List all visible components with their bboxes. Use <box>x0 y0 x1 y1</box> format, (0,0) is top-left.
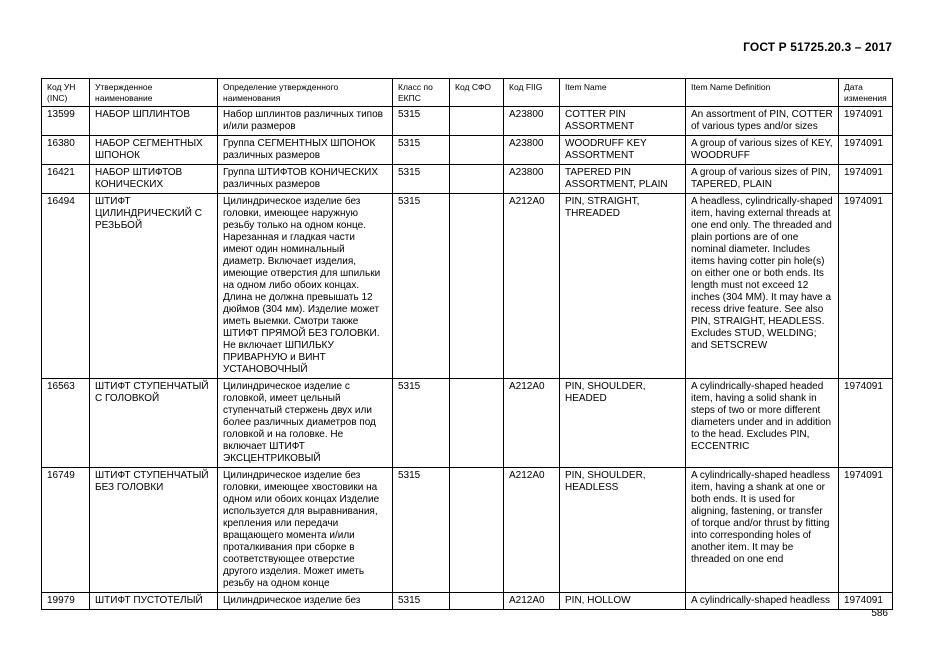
table-header-row <box>42 79 893 107</box>
table-row <box>42 165 893 194</box>
cell-item-definition: A cylindrically-shaped headless item, having a shank at one or both ends. It is used for aligning, fastening, or transfer of torque and/or thrust by fitting into corresponding holes of another item. It may be threaded on one end <box>686 468 839 593</box>
cell-inc: 16421 <box>42 165 90 194</box>
document-standard-header: ГОСТ Р 51725.20.3 – 2017 <box>743 40 892 54</box>
catalog-table <box>41 78 893 610</box>
cell-sfo <box>450 165 504 194</box>
page-number: 586 <box>871 608 888 619</box>
cell-inc: 19979 <box>42 593 90 610</box>
cell-item-definition: A headless, cylindrically-shaped item, having external threads at one end only. The threaded and plain portions are of one nominal diameter. Includes items having cotter pin hole(s) on either one or both ends. Its length must not exceed 12 inches (304 MM). It may have a recess drive feature. See also PIN, STRAIGHT, HEADLESS. Excludes STUD, WELDING; and SETSCREW <box>686 194 839 379</box>
cell-fiig: A23800 <box>504 165 560 194</box>
table-row <box>42 593 893 610</box>
cell-date: 1974091 <box>839 165 893 194</box>
cell-item-name: TAPERED PIN ASSORTMENT, PLAIN <box>560 165 686 194</box>
cell-class: 5315 <box>393 379 450 468</box>
cell-definition: Цилиндрическое изделие с головкой, имеет цельный ступенчатый стержень двух или более различных диаметров под головкой и на головке. Не включает ШТИФТ ЭКСЦЕНТРИКОВЫЙ <box>218 379 393 468</box>
cell-class: 5315 <box>393 468 450 593</box>
cell-item-definition: A cylindrically-shaped headless <box>686 593 839 610</box>
cell-item-definition: A group of various sizes of PIN, TAPERED, PLAIN <box>686 165 839 194</box>
table-row <box>42 194 893 379</box>
column-header-inc: Код УН (INC) <box>42 79 90 107</box>
cell-name: НАБОР СЕГМЕНТНЫХ ШПОНОК <box>90 136 218 165</box>
cell-sfo <box>450 194 504 379</box>
cell-fiig: A23800 <box>504 107 560 136</box>
cell-name: НАБОР ШТИФТОВ КОНИЧЕСКИХ <box>90 165 218 194</box>
cell-class: 5315 <box>393 136 450 165</box>
cell-definition: Цилиндрическое изделие без головки, имеющее хвостовики на одном или обоих концах Изделие используется для выравнивания, крепления или передачи вращающего момента и/или проталкивания при сборке в соответствующее отверстие другого изделия. Может иметь резьбу на одном конце <box>218 468 393 593</box>
cell-fiig: A212A0 <box>504 379 560 468</box>
table-row <box>42 136 893 165</box>
cell-definition: Цилиндрическое изделие без <box>218 593 393 610</box>
cell-item-definition: An assortment of PIN, COTTER of various types and/or sizes <box>686 107 839 136</box>
cell-item-name: PIN, SHOULDER, HEADED <box>560 379 686 468</box>
column-header-sfo: Код СФО <box>450 79 504 107</box>
cell-date: 1974091 <box>839 194 893 379</box>
cell-fiig: A212A0 <box>504 593 560 610</box>
cell-class: 5315 <box>393 107 450 136</box>
cell-inc: 16494 <box>42 194 90 379</box>
column-header-item-definition: Item Name Definition <box>686 79 839 107</box>
cell-inc: 16563 <box>42 379 90 468</box>
column-header-class: Класс по ЕКПС <box>393 79 450 107</box>
table-row <box>42 379 893 468</box>
cell-item-name: PIN, SHOULDER, HEADLESS <box>560 468 686 593</box>
cell-date: 1974091 <box>839 136 893 165</box>
table-row <box>42 107 893 136</box>
cell-item-definition: A group of various sizes of KEY, WOODRUFF <box>686 136 839 165</box>
cell-inc: 13599 <box>42 107 90 136</box>
cell-item-name: PIN, STRAIGHT, THREADED <box>560 194 686 379</box>
cell-definition: Цилиндрическое изделие без головки, имеющее наружную резьбу только на одном конце. Нарезанная и гладкая части имеют один номинальный диаметр. Включает изделия, имеющие отверстия для шпильки на одном либо обоих концах. Длина не должна превышать 12 дюймов (304 мм). Изделие может иметь выемки. Смотри также ШТИФТ ПРЯМОЙ БЕЗ ГОЛОВКИ. Не включает ШПИЛЬКУ ПРИВАРНУЮ и ВИНТ УСТАНОВОЧНЫЙ <box>218 194 393 379</box>
cell-name: ШТИФТ СТУПЕНЧАТЫЙ БЕЗ ГОЛОВКИ <box>90 468 218 593</box>
cell-sfo <box>450 468 504 593</box>
cell-definition: Группа СЕГМЕНТНЫХ ШПОНОК различных размеров <box>218 136 393 165</box>
column-header-date: Дата изменения <box>839 79 893 107</box>
cell-class: 5315 <box>393 194 450 379</box>
column-header-fiig: Код FIIG <box>504 79 560 107</box>
cell-sfo <box>450 593 504 610</box>
cell-item-definition: A cylindrically-shaped headed item, having a solid shank in steps of two or more different diameters under and in addition to the head. Excludes PIN, ECCENTRIC <box>686 379 839 468</box>
table-row <box>42 468 893 593</box>
cell-class: 5315 <box>393 165 450 194</box>
column-header-definition: Определение утвержденного наименования <box>218 79 393 107</box>
cell-sfo <box>450 107 504 136</box>
cell-name: ШТИФТ СТУПЕНЧАТЫЙ С ГОЛОВКОЙ <box>90 379 218 468</box>
cell-definition: Набор шплинтов различных типов и/или размеров <box>218 107 393 136</box>
cell-date: 1974091 <box>839 468 893 593</box>
cell-date: 1974091 <box>839 379 893 468</box>
cell-fiig: A212A0 <box>504 468 560 593</box>
cell-name: ШТИФТ ПУСТОТЕЛЫЙ <box>90 593 218 610</box>
column-header-name: Утвержденное наименование <box>90 79 218 107</box>
cell-date: 1974091 <box>839 593 893 610</box>
cell-inc: 16380 <box>42 136 90 165</box>
cell-fiig: A23800 <box>504 136 560 165</box>
cell-inc: 16749 <box>42 468 90 593</box>
cell-item-name: COTTER PIN ASSORTMENT <box>560 107 686 136</box>
cell-sfo <box>450 136 504 165</box>
cell-name: ШТИФТ ЦИЛИНДРИЧЕСКИЙ С РЕЗЬБОЙ <box>90 194 218 379</box>
cell-item-name: WOODRUFF KEY ASSORTMENT <box>560 136 686 165</box>
column-header-item-name: Item Name <box>560 79 686 107</box>
cell-class: 5315 <box>393 593 450 610</box>
cell-date: 1974091 <box>839 107 893 136</box>
cell-item-name: PIN, HOLLOW <box>560 593 686 610</box>
cell-sfo <box>450 379 504 468</box>
cell-name: НАБОР ШПЛИНТОВ <box>90 107 218 136</box>
cell-definition: Группа ШТИФТОВ КОНИЧЕСКИХ различных размеров <box>218 165 393 194</box>
cell-fiig: A212A0 <box>504 194 560 379</box>
